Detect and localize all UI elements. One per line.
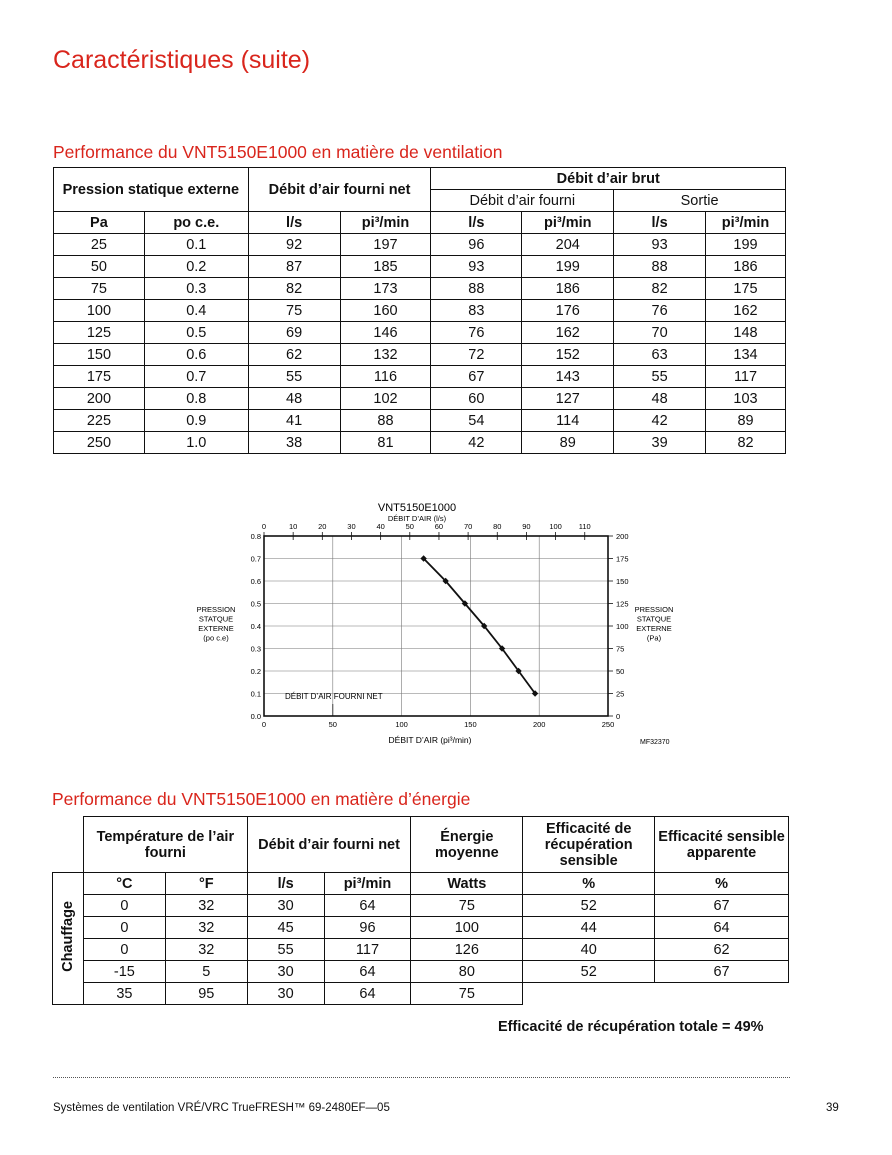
header-energy: Énergie moyenne (411, 817, 523, 873)
table-cell: 75 (411, 983, 523, 1005)
table-cell: 64 (655, 917, 789, 939)
table-row (54, 366, 786, 388)
table-cell: 5 (165, 961, 247, 983)
table-cell: 55 (247, 939, 324, 961)
table-cell: 69 (248, 322, 340, 344)
table-cell: 88 (614, 256, 706, 278)
y-tick-label-right: 0 (616, 712, 621, 721)
y-tick-label-left: 0.5 (250, 599, 261, 609)
table-cell: 44 (523, 917, 655, 939)
table-cell: 88 (431, 278, 522, 300)
left-axis-label-line: STATQUE (198, 614, 234, 624)
table-cell: 82 (614, 278, 706, 300)
table-row (54, 256, 786, 278)
table-cell: 200 (54, 388, 145, 410)
unit-header: % (655, 873, 789, 895)
total-efficiency: Efficacité de récupération totale = 49% (498, 1019, 764, 1035)
table-cell: 0 (83, 939, 165, 961)
top-tick-label: 10 (288, 522, 298, 531)
header-gross-supply: Débit d’air fourni (431, 190, 614, 212)
x-tick-label: 50 (328, 720, 337, 729)
table-cell: 186 (706, 256, 786, 278)
x-tick-label: 0 (261, 720, 267, 729)
table-cell: 67 (431, 366, 522, 388)
table-cell: 93 (431, 256, 522, 278)
unit-header: l/s (247, 873, 324, 895)
table-cell: 116 (340, 366, 431, 388)
right-axis-label-line: STATQUE (636, 614, 672, 624)
top-tick-label: 110 (578, 522, 591, 531)
corner-cell (53, 817, 84, 873)
header-sensible-recovery: Efficacité de récupération sensible (523, 817, 655, 873)
top-tick-label: 80 (493, 522, 502, 531)
unit-header: pi³/min (522, 212, 614, 234)
chart-left-axis-label (197, 605, 236, 643)
table-cell: 64 (324, 895, 411, 917)
header-static-pressure: Pression statique externe (54, 168, 249, 212)
table-row (54, 300, 786, 322)
table-cell: 30 (247, 983, 324, 1005)
table-cell: 176 (522, 300, 614, 322)
table-row (53, 983, 789, 1005)
header-net-airflow: Débit d’air fourni net (247, 817, 411, 873)
header-apparent-efficiency: Efficacité sensible apparente (655, 817, 789, 873)
table-cell: 62 (655, 939, 789, 961)
table-row (53, 961, 789, 983)
table-cell: 75 (248, 300, 340, 322)
y-tick-label-left: 0.7 (250, 554, 261, 564)
table-cell: 127 (522, 388, 614, 410)
table-cell: 55 (614, 366, 706, 388)
unit-header: l/s (614, 212, 706, 234)
y-tick-label-left: 0.8 (250, 532, 261, 541)
table-cell: 93 (614, 234, 706, 256)
y-tick-label-left: 0.3 (250, 644, 261, 654)
table-row (54, 410, 786, 432)
table-cell: 126 (411, 939, 523, 961)
table-cell: 0.7 (144, 366, 248, 388)
table-cell: 48 (248, 388, 340, 410)
top-tick-label: 60 (434, 522, 444, 531)
table-cell: 81 (340, 432, 431, 454)
table-cell: 52 (523, 961, 655, 983)
ventilation-section-title: Performance du VNT5150E1000 en matière de ventilation (53, 142, 503, 162)
y-tick-label-right: 25 (616, 689, 625, 699)
unit-header: pi³/min (340, 212, 431, 234)
table-cell: 32 (165, 939, 247, 961)
mode-label-cell (53, 873, 84, 1005)
top-tick-label: 70 (463, 522, 473, 531)
header-net-airflow: Débit d’air fourni net (248, 168, 431, 212)
chart-bottom-axis (262, 720, 614, 729)
table-row (53, 895, 789, 917)
table-cell: 160 (340, 300, 431, 322)
unit-header: pi³/min (324, 873, 411, 895)
table-cell: 55 (248, 366, 340, 388)
table-cell: 0.2 (144, 256, 248, 278)
x-tick-label: 100 (395, 720, 408, 729)
chart-right-axis (608, 532, 629, 721)
table-cell: 0 (83, 895, 165, 917)
table-cell: 89 (706, 410, 786, 432)
table-cell: 132 (340, 344, 431, 366)
unit-header: % (523, 873, 655, 895)
table-cell: 199 (706, 234, 786, 256)
table-cell: 40 (523, 939, 655, 961)
table-cell: 42 (614, 410, 706, 432)
right-axis-label-line: PRESSION (634, 605, 674, 614)
table-cell: 1.0 (144, 432, 248, 454)
x-tick-label: 150 (464, 720, 477, 729)
table-cell: 38 (248, 432, 340, 454)
top-tick-label: 90 (522, 522, 531, 531)
header-gross-airflow: Débit d’air brut (431, 168, 786, 190)
table-cell: 162 (706, 300, 786, 322)
table-cell: 96 (431, 234, 522, 256)
y-tick-label-right: 150 (616, 577, 629, 586)
table-row (53, 939, 789, 961)
table-cell: 64 (324, 961, 411, 983)
table-cell: 0.9 (144, 410, 248, 432)
table-cell: 64 (324, 983, 411, 1005)
table-cell: 60 (431, 388, 522, 410)
table-cell: 80 (411, 961, 523, 983)
table-cell: 82 (248, 278, 340, 300)
table-cell: 32 (165, 895, 247, 917)
table-cell: 103 (706, 388, 786, 410)
table-cell: 173 (340, 278, 431, 300)
table-cell: 117 (706, 366, 786, 388)
table-cell: 30 (247, 961, 324, 983)
table-cell: 186 (522, 278, 614, 300)
table-cell: 72 (431, 344, 522, 366)
table-row (54, 388, 786, 410)
table-cell: 41 (248, 410, 340, 432)
chart-top-axis-label: DÉBIT D’AIR (l/s) (387, 514, 447, 523)
table-cell: 146 (340, 322, 431, 344)
table-cell: 89 (522, 432, 614, 454)
table-cell: 95 (165, 983, 247, 1005)
unit-header: °C (83, 873, 165, 895)
table-cell: -15 (83, 961, 165, 983)
table-cell: 83 (431, 300, 522, 322)
table-cell: 76 (431, 322, 522, 344)
table-cell: 67 (655, 961, 789, 983)
table-cell: 70 (614, 322, 706, 344)
empty-cell (523, 983, 789, 1005)
x-tick-label: 250 (601, 720, 615, 729)
energy-table (52, 816, 789, 1005)
page-number: 39 (826, 1102, 839, 1114)
chart-left-axis (251, 532, 261, 721)
right-axis-label-line: (Pa) (646, 633, 662, 643)
table-cell: 134 (706, 344, 786, 366)
table-row (54, 234, 786, 256)
table-row (54, 278, 786, 300)
table-cell: 32 (165, 917, 247, 939)
top-tick-label: 0 (261, 522, 267, 531)
table-cell: 42 (431, 432, 522, 454)
top-tick-label: 20 (318, 522, 327, 531)
table-cell: 250 (54, 432, 145, 454)
table-cell: 82 (706, 432, 786, 454)
page-title: Caractéristiques (suite) (53, 46, 311, 74)
table-cell: 52 (523, 895, 655, 917)
table-cell: 25 (54, 234, 145, 256)
table-cell: 0.5 (144, 322, 248, 344)
unit-header: po c.e. (144, 212, 248, 234)
y-tick-label-right: 200 (616, 532, 629, 541)
energy-section-title: Performance du VNT5150E1000 en matière d’énergie (52, 789, 471, 809)
unit-header: l/s (431, 212, 522, 234)
x-tick-label: 200 (532, 720, 546, 729)
table-cell: 152 (522, 344, 614, 366)
y-tick-label-left: 0.4 (250, 622, 261, 631)
table-cell: 0 (83, 917, 165, 939)
table-cell: 45 (247, 917, 324, 939)
performance-chart (185, 495, 705, 760)
top-tick-label: 40 (376, 522, 385, 531)
chart-code: MF32370 (640, 739, 670, 746)
table-cell: 148 (706, 322, 786, 344)
header-temperature: Température de l’air fourni (83, 817, 247, 873)
footer-text: Systèmes de ventilation VRÉ/VRC TrueFRESH™ 69-2480EF—05 (53, 1102, 390, 1114)
footer-divider (53, 1077, 790, 1078)
chart-right-axis-label (635, 605, 674, 643)
table-cell: 50 (54, 256, 145, 278)
left-axis-label-line: PRESSION (196, 605, 236, 614)
table-cell: 117 (324, 939, 411, 961)
table-cell: 0.6 (144, 344, 248, 366)
table-cell: 0.1 (144, 234, 248, 256)
unit-header: Pa (54, 212, 145, 234)
top-tick-label: 50 (405, 522, 414, 531)
unit-header: Watts (411, 873, 523, 895)
table-cell: 35 (83, 983, 165, 1005)
table-cell: 96 (324, 917, 411, 939)
table-cell: 30 (247, 895, 324, 917)
y-tick-label-left: 0.1 (250, 689, 261, 699)
mode-label: Chauffage (59, 901, 76, 972)
table-cell: 225 (54, 410, 145, 432)
table-cell: 175 (54, 366, 145, 388)
table-cell: 199 (522, 256, 614, 278)
chart-title: VNT5150E1000 (377, 502, 457, 514)
series-label: DÉBIT D’AIR FOURNI NET (285, 692, 383, 701)
table-cell: 162 (522, 322, 614, 344)
table-cell: 143 (522, 366, 614, 388)
table-row (54, 432, 786, 454)
unit-header: pi³/min (706, 212, 786, 234)
table-cell: 100 (411, 917, 523, 939)
top-tick-label: 30 (347, 522, 356, 531)
table-cell: 204 (522, 234, 614, 256)
table-cell: 87 (248, 256, 340, 278)
table-cell: 48 (614, 388, 706, 410)
table-cell: 62 (248, 344, 340, 366)
table-cell: 54 (431, 410, 522, 432)
table-cell: 63 (614, 344, 706, 366)
table-cell: 0.8 (144, 388, 248, 410)
table-cell: 114 (522, 410, 614, 432)
left-axis-label-line: EXTERNE (198, 624, 234, 633)
table-cell: 150 (54, 344, 145, 366)
table-cell: 67 (655, 895, 789, 917)
table-cell: 0.3 (144, 278, 248, 300)
y-tick-label-left: 0.2 (250, 667, 261, 676)
table-cell: 75 (54, 278, 145, 300)
table-cell: 92 (248, 234, 340, 256)
table-cell: 39 (614, 432, 706, 454)
table-row (53, 917, 789, 939)
y-tick-label-right: 50 (616, 667, 625, 676)
table-cell: 125 (54, 322, 145, 344)
y-tick-label-right: 125 (616, 599, 629, 609)
top-tick-label: 100 (549, 522, 562, 531)
y-tick-label-right: 75 (616, 644, 625, 654)
unit-header: °F (165, 873, 247, 895)
left-axis-label-line: (po c.e) (203, 633, 229, 643)
table-cell: 175 (706, 278, 786, 300)
table-cell: 75 (411, 895, 523, 917)
units-row (53, 873, 789, 895)
y-tick-label-left: 0.0 (250, 712, 261, 721)
table-cell: 76 (614, 300, 706, 322)
chart-grid (264, 536, 608, 716)
y-tick-label-right: 175 (616, 554, 629, 564)
table-cell: 0.4 (144, 300, 248, 322)
table-cell: 102 (340, 388, 431, 410)
chart-top-axis (262, 522, 591, 540)
y-tick-label-left: 0.6 (250, 577, 261, 586)
units-row (54, 212, 786, 234)
table-cell: 88 (340, 410, 431, 432)
table-row (54, 322, 786, 344)
table-row (54, 344, 786, 366)
table-cell: 197 (340, 234, 431, 256)
table-cell: 185 (340, 256, 431, 278)
header-gross-exhaust: Sortie (614, 190, 786, 212)
chart-x-axis-label: DÉBIT D’AIR (pi³/min) (388, 735, 472, 745)
unit-header: l/s (248, 212, 340, 234)
table-cell: 100 (54, 300, 145, 322)
right-axis-label-line: EXTERNE (636, 624, 672, 633)
y-tick-label-right: 100 (616, 622, 629, 631)
ventilation-table (53, 167, 786, 454)
